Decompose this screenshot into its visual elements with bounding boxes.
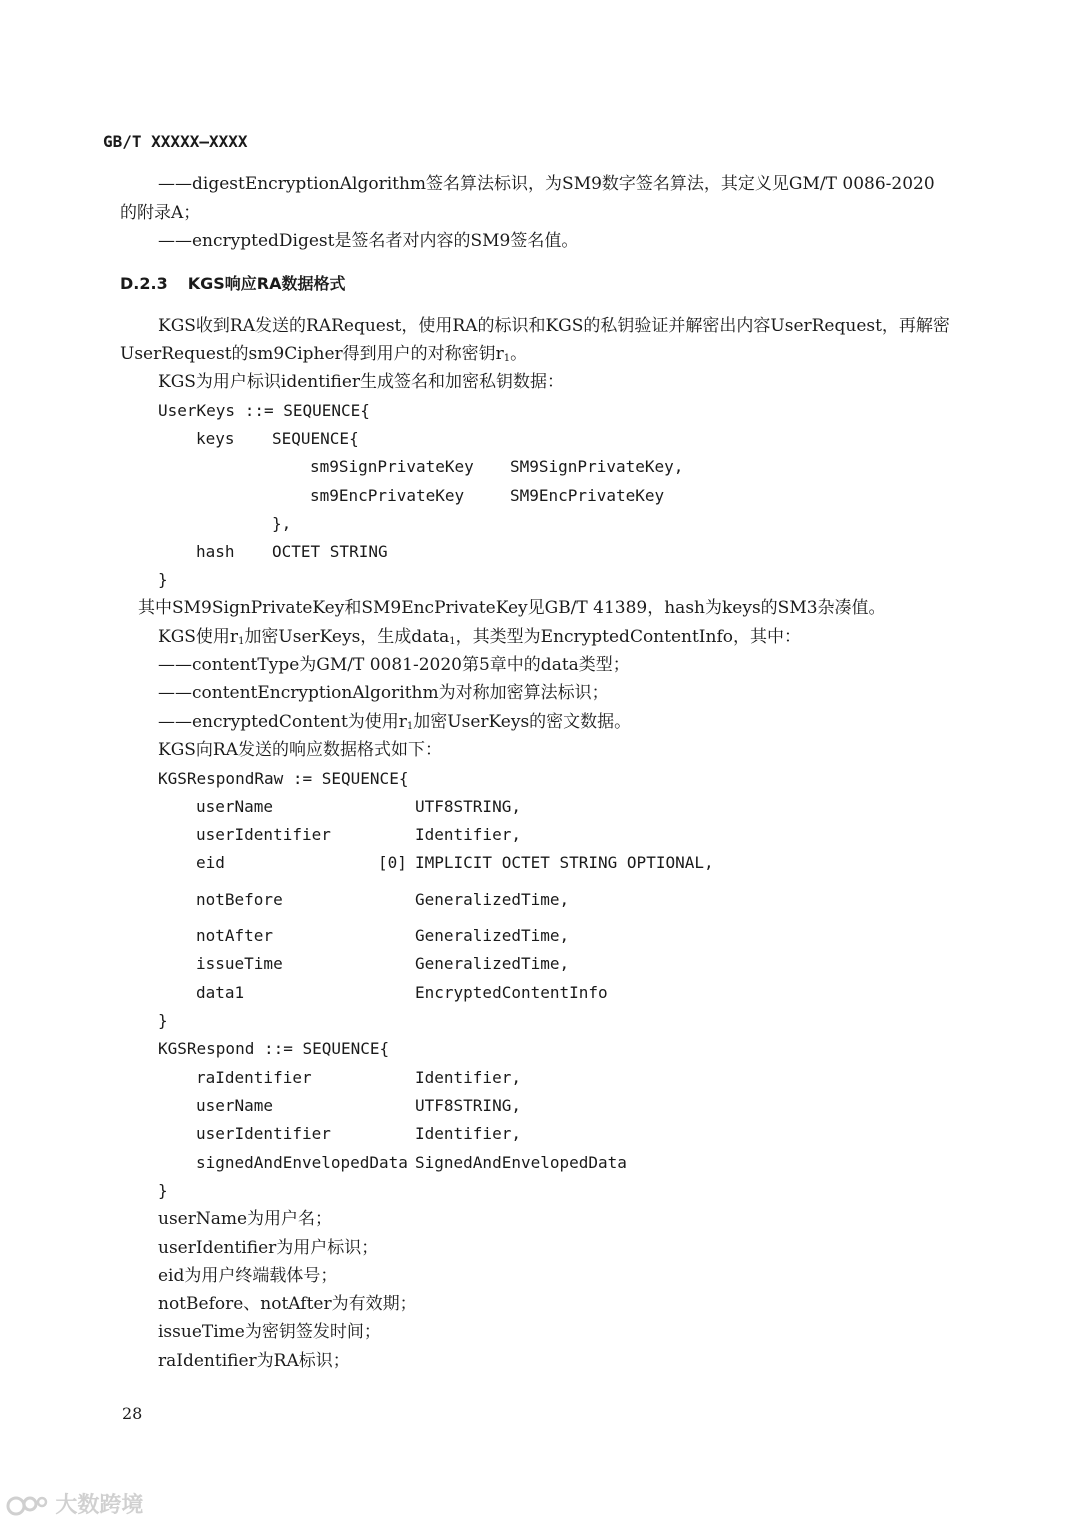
raw-field-tag: [0] <box>378 853 407 872</box>
intro-line-1: ——digestEncryptionAlgorithm签名算法标识，为SM9数字签名算法，其定义见GM/T 0086-2020 <box>158 174 935 194</box>
note-item: issueTime为密钥签发时间； <box>158 1322 381 1342</box>
raw-field-name: userIdentifier <box>196 825 331 844</box>
intro-line-1b: 的附录A； <box>120 203 201 223</box>
respond-field-type: Identifier, <box>415 1124 521 1143</box>
respond-field-name: raIdentifier <box>196 1068 312 1087</box>
note-item: notBefore、notAfter为有效期； <box>158 1294 417 1314</box>
userkeys-sign-name: sm9SignPrivateKey <box>310 457 474 476</box>
userkeys-keys-name: keys <box>196 429 235 448</box>
raw-field-name: notAfter <box>196 926 274 945</box>
para1-line-2: UserRequest的sm9Cipher得到用户的对称密钥$r_1$。 <box>120 344 528 364</box>
raw-field-type: UTF8STRING, <box>415 797 521 816</box>
dash-item-2: ——contentEncryptionAlgorithm为对称加密算法标识； <box>158 683 609 703</box>
respond-field-type: UTF8STRING, <box>415 1096 521 1115</box>
raw-field-name: notBefore <box>196 890 283 909</box>
respond-open: KGSRespond ::= SEQUENCE{ <box>158 1039 390 1058</box>
para3: 其中SM9SignPrivateKey和SM9EncPrivateKey见GB/T 41389，hash为keys的SM3杂凑值。 <box>138 598 886 618</box>
note-item: userName为用户名； <box>158 1209 333 1229</box>
watermark <box>6 1492 143 1520</box>
raw-field-type: GeneralizedTime, <box>415 954 570 973</box>
raw-field-type: GeneralizedTime, <box>415 890 570 909</box>
raw-field-type: Identifier, <box>415 825 521 844</box>
dash-item-3: ——encryptedContent为使用$r_1$加密UserKeys的密文数据。 <box>158 712 632 732</box>
section-number: D.2.3 <box>120 274 168 293</box>
raw-open: KGSRespondRaw := SEQUENCE{ <box>158 769 409 788</box>
note-item: userIdentifier为用户标识； <box>158 1238 379 1258</box>
respond-field-name: userName <box>196 1096 274 1115</box>
raw-field-name: issueTime <box>196 954 283 973</box>
raw-field-name: eid <box>196 853 225 872</box>
userkeys-inner-close: }, <box>272 514 292 533</box>
respond-field-type: Identifier, <box>415 1068 521 1087</box>
section-heading <box>120 273 345 295</box>
raw-field-type: EncryptedContentInfo <box>415 983 608 1002</box>
userkeys-keys-type: SEQUENCE{ <box>272 429 359 448</box>
userkeys-sign-type: SM9SignPrivateKey, <box>510 457 684 476</box>
userkeys-hash-name: hash <box>196 542 235 561</box>
section-title: KGS响应RA数据格式 <box>187 274 346 293</box>
userkeys-close: } <box>158 570 168 589</box>
respond-close: } <box>158 1181 168 1200</box>
raw-close: } <box>158 1011 168 1030</box>
raw-field-type: IMPLICIT OCTET STRING OPTIONAL, <box>415 853 714 872</box>
watermark-text: 大数跨境 <box>55 1493 144 1518</box>
note-item: eid为用户终端载体号； <box>158 1266 338 1286</box>
raw-field-type: GeneralizedTime, <box>415 926 570 945</box>
para2: KGS为用户标识identifier生成签名和加密私钥数据： <box>158 372 565 392</box>
raw-field-name: userName <box>196 797 274 816</box>
respond-field-name: signedAndEnvelopedData <box>196 1153 408 1172</box>
respond-field-name: userIdentifier <box>196 1124 331 1143</box>
intro-line-2: ——encryptedDigest是签名者对内容的SM9签名值。 <box>158 231 579 251</box>
respond-field-type: SignedAndEnvelopedData <box>415 1153 627 1172</box>
raw-field-name: data1 <box>196 983 245 1002</box>
para1-line-1: KGS收到RA发送的RARequest，使用RA的标识和KGS的私钥验证并解密出内容UserRequest，再解密 <box>158 316 950 336</box>
page-number: 28 <box>122 1404 143 1423</box>
watermark-logo-icon <box>6 1492 50 1520</box>
userkeys-enc-type: SM9EncPrivateKey <box>510 486 665 505</box>
userkeys-enc-name: sm9EncPrivateKey <box>310 486 465 505</box>
para4: KGS使用$r_1$加密UserKeys，生成data$_1$，其类型为EncryptedContentInfo，其中： <box>158 627 801 647</box>
para5: KGS向RA发送的响应数据格式如下： <box>158 740 443 760</box>
userkeys-open: UserKeys ::= SEQUENCE{ <box>158 401 370 420</box>
dash-item-1: ——contentType为GM/T 0081-2020第5章中的data类型； <box>158 655 630 675</box>
userkeys-hash-type: OCTET STRING <box>272 542 388 561</box>
note-item: raIdentifier为RA标识； <box>158 1351 350 1371</box>
doc-id: GB/T XXXXX—XXXX <box>103 132 248 151</box>
